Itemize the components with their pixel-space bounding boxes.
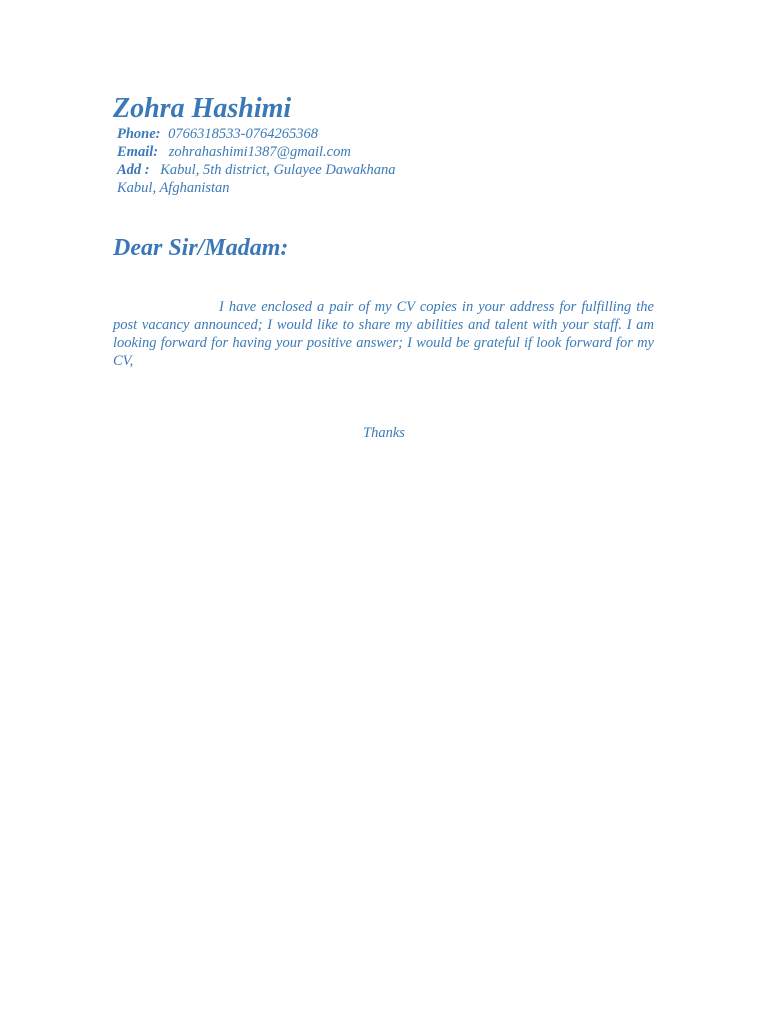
contact-block: [117, 125, 395, 197]
address-row: [117, 161, 395, 179]
email-value: zohrahashimi1387@gmail.com: [168, 144, 351, 160]
phone-row: [117, 125, 395, 143]
email-row: [117, 143, 395, 161]
address-label: Add :: [117, 162, 150, 178]
phone-label: Phone:: [117, 126, 161, 142]
address-row-2: [117, 179, 395, 197]
letter-closing: Thanks: [363, 425, 405, 441]
address-line2: Kabul, Afghanistan: [117, 180, 230, 196]
letter-body: I have enclosed a pair of my CV copies in your address for fulfilling the post vacancy announced; I would like to share my abilities and talent with your staff. I am looking forward for having your positive answer; I would be grateful if look forward for my CV,: [113, 299, 654, 369]
phone-value: 0766318533-0764265368: [168, 126, 318, 142]
email-label: Email:: [117, 144, 159, 160]
letter-greeting: Dear Sir/Madam:: [113, 235, 289, 261]
address-line1: Kabul, 5th district, Gulayee Dawakhana: [160, 162, 396, 178]
applicant-name: Zohra Hashimi: [113, 93, 292, 124]
